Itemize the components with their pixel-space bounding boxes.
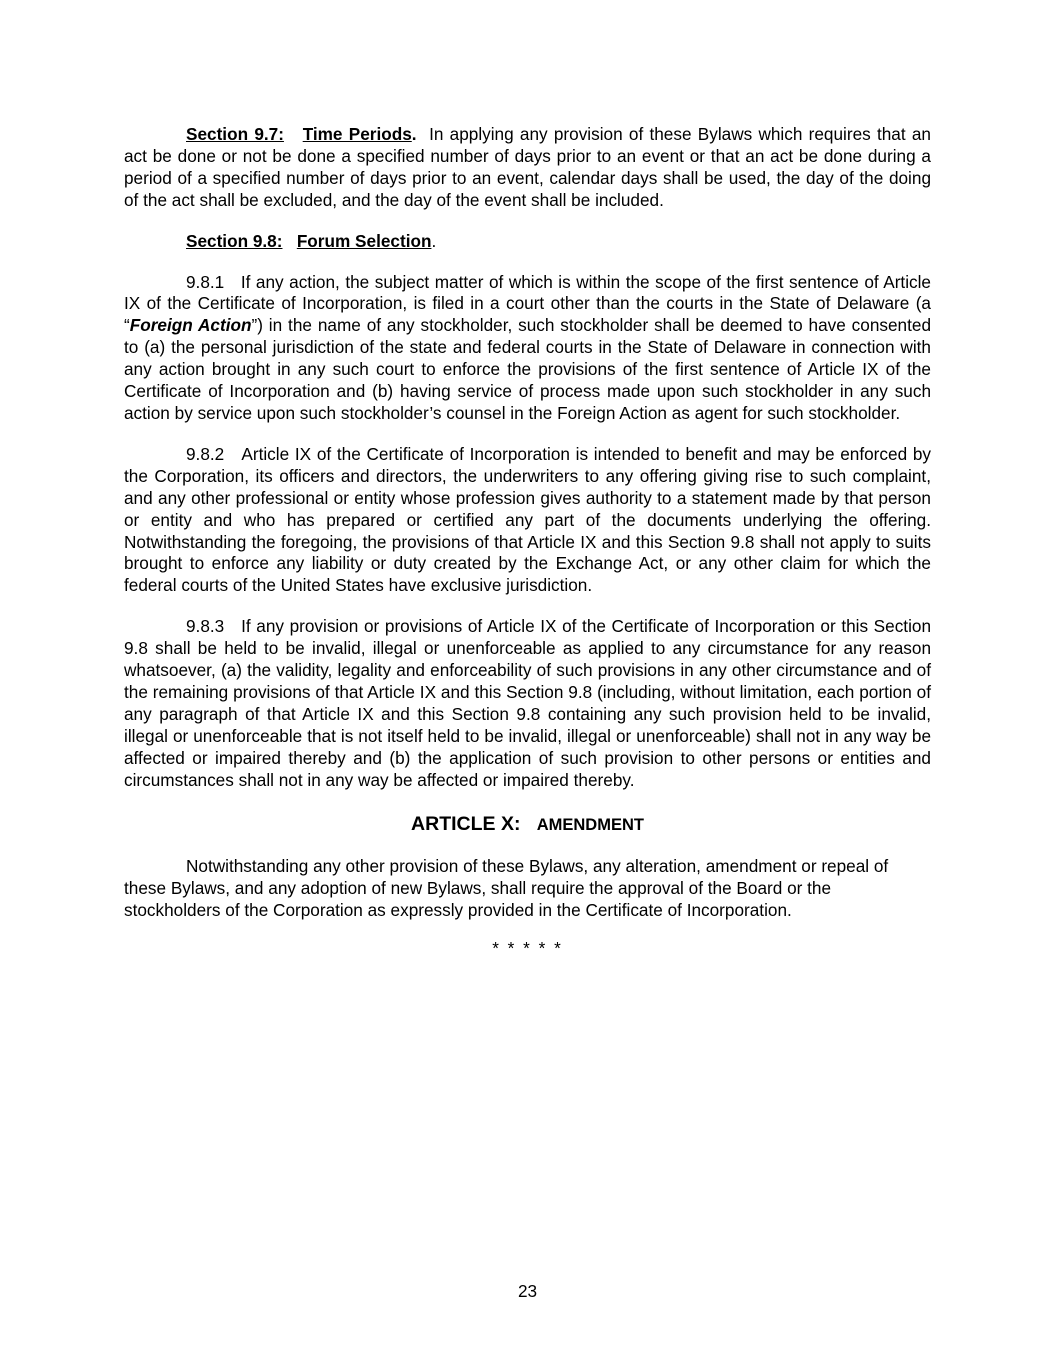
paragraph-9-8-1-number: 9.8.1: [186, 271, 225, 292]
section-9-8-number: Section 9.8:: [186, 230, 283, 251]
section-9-7-title-punct: .: [411, 124, 417, 144]
section-9-8-title: Forum Selection: [296, 230, 432, 251]
defined-term-foreign-action: Foreign Action: [129, 315, 252, 336]
section-9-7-paragraph: [124, 124, 931, 212]
section-9-8-heading: [124, 231, 931, 253]
section-9-8-title-punct: .: [431, 230, 437, 251]
article-x-title: AMENDMENT: [536, 816, 644, 835]
page-number: 23: [517, 1281, 538, 1301]
article-x-label: ARTICLE X:: [411, 813, 521, 836]
paragraph-9-8-1-text-before: If any action, the subject matter of which is within the scope of the first sentence of Article IX of the Certificate of Incorporation, is filed in a court other than the courts in the State of Delaware (a “: [124, 271, 931, 336]
paragraph-9-8-2-number: 9.8.2: [186, 443, 225, 464]
paragraph-9-8-3-number: 9.8.3: [186, 616, 225, 637]
section-9-7-title: Time Periods: [302, 124, 412, 144]
paragraph-9-8-3-text: If any provision or provisions of Article IX of the Certificate of Incorporation or this Section 9.8 shall be held to be invalid, illegal or unenforceable as applied to any circumstance for any reason whatsoever, (a) the validity, legality and enforceability of such provisions in any other circumstance and of the remaining provisions of that Article IX and this Section 9.8 (including, without limitation, each portion of any paragraph of that Article IX and this Section 9.8 containing any such provision held to be invalid, illegal or unenforceable that is not itself held to be invalid, illegal or unenforceable) shall not in any way be affected or impaired thereby and (b) the application of such provision to other persons or entities and circumstances shall not in any way be affected or impaired thereby.: [124, 616, 932, 790]
paragraph-9-8-1: [124, 272, 931, 425]
paragraph-9-8-3: [124, 616, 931, 791]
end-marker: * * * * *: [492, 938, 563, 959]
article-x-body: Notwithstanding any other provision of these Bylaws, any alteration, amendment or repeal of these Bylaws, and any adoption of new Bylaws, shall require the approval of the Board or the stockholders of the Corporation as expressly provided in the Certificate of Incorporation.: [124, 856, 889, 921]
article-x-heading: [124, 811, 931, 838]
document-page: [124, 124, 931, 960]
paragraph-9-8-2-text: Article IX of the Certificate of Incorporation is intended to benefit and may be enforced by the Corporation, its officers and directors, the underwriters to any offering giving rise to such complaint, and any other professional or entity whose profession gives authority to a statement made by that person or entity and who has prepared or certified any part of the documents underlying the offering. Notwithstanding the foregoing, the provisions of that Article IX and this Section 9.8 shall not apply to suits brought to enforce any liability or duty created by the Exchange Act, or any other claim for which the federal courts of the United States have exclusive jurisdiction.: [124, 443, 931, 596]
section-9-7-number: Section 9.7:: [186, 124, 284, 144]
section-9-7-body: In applying any provision of these Bylaws which requires that an act be done or not be done a specified number of days prior to an event or that an act be done during a period of a specified number of days prior to an event, calendar days shall be used, the day of the doing of the act shall be excluded, and the day of the event shall be included.: [124, 124, 931, 210]
paragraph-9-8-2: [124, 444, 931, 597]
paragraph-9-8-1-text-after: ”) in the name of any stockholder, such stockholder shall be deemed to have consented to (a) the personal jurisdiction of the state and federal courts in the State of Delaware in connection with any action brought in any such court to enforce the provisions of the first sentence of Article IX of the Certificate of Incorporation and (b) having service of process made upon such stockholder in any such action by service upon such stockholder’s counsel in the Foreign Action as agent for such stockholder.: [124, 315, 931, 423]
